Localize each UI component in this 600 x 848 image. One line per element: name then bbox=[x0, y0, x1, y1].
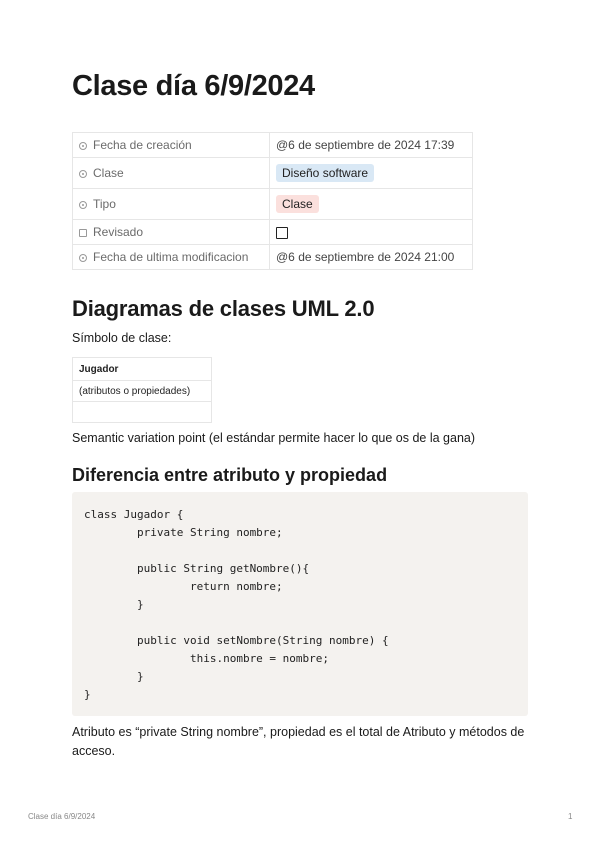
paragraph: Símbolo de clase: bbox=[72, 331, 172, 345]
select-icon bbox=[79, 201, 87, 209]
property-value: @6 de septiembre de 2024 21:00 bbox=[270, 245, 473, 270]
properties-table bbox=[72, 132, 473, 270]
property-value[interactable] bbox=[270, 189, 473, 220]
tag-diseno-software[interactable]: Diseño software bbox=[276, 164, 374, 182]
property-row bbox=[73, 245, 473, 270]
subsection-heading: Diferencia entre atributo y propiedad bbox=[72, 465, 388, 485]
property-row bbox=[73, 133, 473, 158]
footer-title: Clase día 6/9/2024 bbox=[28, 812, 96, 821]
checkbox-icon bbox=[79, 229, 87, 237]
property-key-label: Fecha de ultima modificacion bbox=[93, 250, 249, 264]
uml-class-name: Jugador bbox=[73, 358, 212, 381]
property-row bbox=[73, 189, 473, 220]
select-icon bbox=[79, 170, 87, 178]
code-block: class Jugador { private String nombre; public String getNombre(){ return nombre; } public void setNombre(String nombre) { this.nombre = nombre; } } bbox=[72, 492, 528, 716]
uml-class-table bbox=[72, 357, 212, 423]
page-title: Clase día 6/9/2024 bbox=[72, 70, 315, 102]
paragraph: Semantic variation point (el estándar permite hacer lo que os de la gana) bbox=[72, 431, 476, 445]
property-key bbox=[73, 245, 270, 270]
property-key-label: Revisado bbox=[93, 225, 144, 239]
property-key bbox=[73, 158, 270, 189]
property-key bbox=[73, 220, 270, 245]
paragraph: Atributo es “private String nombre”, propiedad es el total de Atributo y métodos de acceso. bbox=[72, 725, 525, 758]
property-key bbox=[73, 189, 270, 220]
property-value: @6 de septiembre de 2024 17:39 bbox=[270, 133, 473, 158]
tag-clase[interactable]: Clase bbox=[276, 195, 319, 213]
property-value[interactable] bbox=[270, 158, 473, 189]
property-value[interactable] bbox=[270, 220, 473, 245]
page-number: 1 bbox=[568, 812, 573, 821]
property-key bbox=[73, 133, 270, 158]
uml-methods bbox=[73, 402, 212, 423]
section-heading: Diagramas de clases UML 2.0 bbox=[72, 296, 375, 321]
clock-icon bbox=[79, 254, 87, 262]
property-key-label: Tipo bbox=[93, 197, 116, 211]
uml-attributes: (atributos o propiedades) bbox=[73, 381, 212, 402]
property-row bbox=[73, 158, 473, 189]
property-key-label: Clase bbox=[93, 166, 124, 180]
revisado-checkbox[interactable] bbox=[276, 227, 288, 239]
property-key-label: Fecha de creación bbox=[93, 138, 192, 152]
clock-icon bbox=[79, 142, 87, 150]
property-row bbox=[73, 220, 473, 245]
